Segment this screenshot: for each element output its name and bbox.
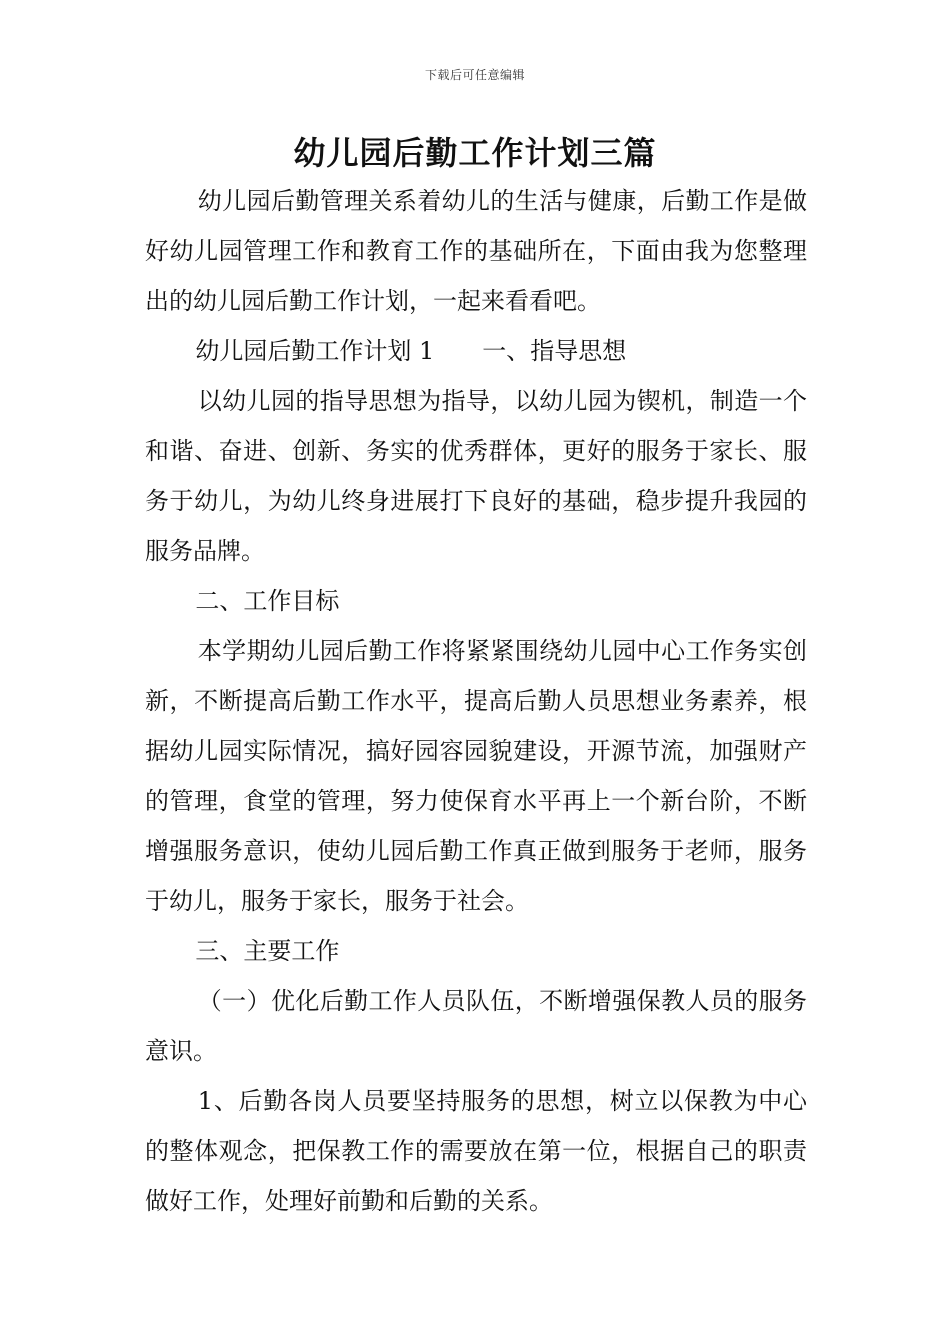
document-title: 幼儿园后勤工作计划三篇 [293,134,657,172]
plan-label: 幼儿园后勤工作计划 1 [195,337,435,365]
intro-paragraph: 幼儿园后勤管理关系着幼儿的生活与健康，后勤工作是做好幼儿园管理工作和教育工作的基础所在，下面由我为您整理出的幼儿园后勤工作计划，一起来看看吧。 [145,187,807,315]
section-1-heading: 一、指导思想 [482,337,627,365]
section-2-heading: 二、工作目标 [195,587,340,615]
section-2-body: 本学期幼儿园后勤工作将紧紧围绕幼儿园中心工作务实创新，不断提高后勤工作水平，提高后勤人员思想业务素养，根据幼儿园实际情况，搞好园容园貌建设，开源节流，加强财产的管理，食堂的管理，努力使保育水平再上一个新台阶，不断增强服务意识，使幼儿园后勤工作真正做到服务于老师，服务于幼儿，服务于家长，服务于社会。 [145,637,807,915]
section-3-subheading-1: （一）优化后勤工作人员队伍，不断增强保教人员的服务意识。 [145,987,807,1065]
document-body [145,176,807,1226]
header-note: 下载后可任意编辑 [424,68,525,82]
section-1-body: 以幼儿园的指导思想为指导，以幼儿园为锲机，制造一个和谐、奋进、创新、务实的优秀群体，更好的服务于家长、服务于幼儿，为幼儿终身进展打下良好的基础，稳步提升我园的服务品牌。 [145,387,807,565]
section-3-heading: 三、主要工作 [195,937,340,965]
plan-heading-line [145,326,807,376]
section-3-item-1: 1、后勤各岗人员要坚持服务的思想，树立以保教为中心的整体观念，把保教工作的需要放在第一位，根据自己的职责做好工作，处理好前勤和后勤的关系。 [145,1087,807,1215]
